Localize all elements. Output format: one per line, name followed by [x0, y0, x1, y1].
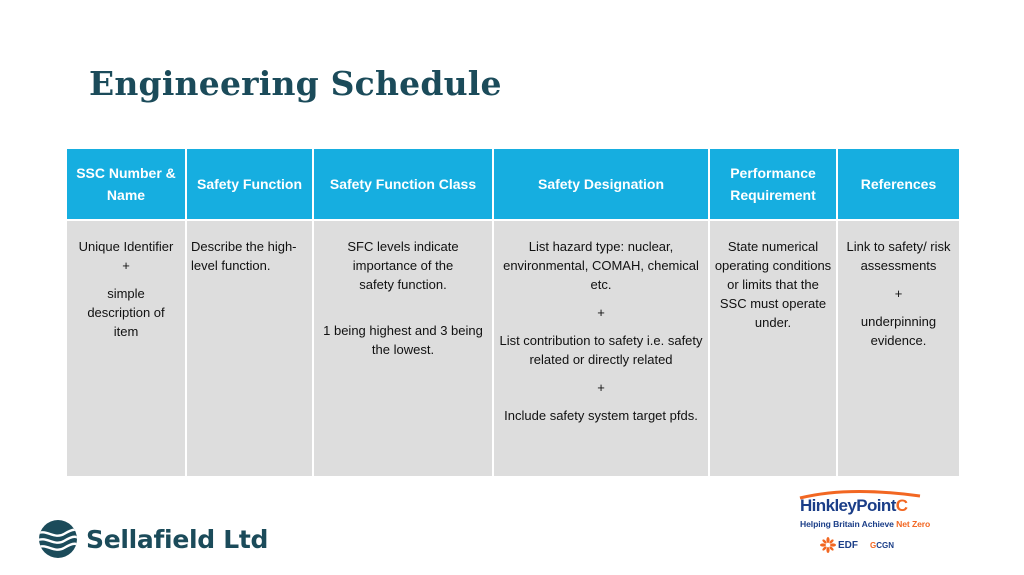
table-header-row — [66, 148, 960, 220]
references-text-2: underpinning evidence. — [860, 314, 937, 348]
hpc-name-c: C — [895, 496, 908, 515]
sfc-text-2: 1 being highest and 3 being the lowest. — [323, 323, 483, 357]
designation-text-1: List hazard type: nuclear, environmental, COMAH, chemical etc. — [503, 239, 699, 292]
sfc-text-1: SFC levels indicate importance of the safety function. — [347, 239, 459, 292]
hpc-tagline-main: Helping Britain Achieve — [800, 519, 894, 529]
header-safety-function: Safety Function — [186, 148, 313, 220]
header-safety-designation: Safety Designation — [493, 148, 709, 220]
header-performance-requirement: Performance Requirement — [709, 148, 837, 220]
hpc-name: HinkleyPoint — [800, 496, 896, 515]
ssc-plus: + — [122, 258, 130, 273]
cell-safety-designation — [493, 220, 709, 477]
cell-safety-function — [186, 220, 313, 477]
edf-name: EDF — [838, 539, 858, 551]
table-row — [66, 220, 960, 477]
cell-safety-function-class — [313, 220, 493, 477]
hpc-wordmark — [800, 496, 907, 516]
performance-text: State numerical operating conditions or limits that the SSC must operate under. — [714, 239, 832, 330]
cgn-name: CGN — [876, 540, 895, 550]
page-title: Engineering Schedule — [89, 64, 502, 103]
safety-function-text: Describe the high-level function. — [191, 239, 297, 273]
cell-ssc — [66, 220, 186, 477]
header-ssc-number-name: SSC Number & Name — [66, 148, 186, 220]
cgn-logo — [870, 541, 894, 550]
edf-flower-icon — [820, 537, 836, 553]
hinkley-point-c-logo — [798, 488, 931, 558]
designation-plus-2: + — [597, 380, 605, 395]
sellafield-wave-icon — [38, 519, 78, 559]
designation-plus-1: + — [597, 305, 605, 320]
sellafield-name: Sellafield Ltd — [86, 524, 269, 554]
references-plus: + — [894, 286, 903, 301]
hpc-tagline — [800, 519, 930, 529]
hpc-tagline-accent: Net Zero — [896, 519, 931, 529]
partner-logos — [820, 537, 894, 553]
cell-performance-requirement — [709, 220, 837, 477]
engineering-schedule-table — [65, 147, 961, 478]
designation-text-3: Include safety system target pfds. — [504, 408, 698, 423]
references-text-1: Link to safety/ risk assessments — [846, 239, 951, 273]
header-references: References — [837, 148, 960, 220]
cell-references — [837, 220, 960, 477]
sellafield-logo — [38, 519, 268, 559]
ssc-line-1: Unique Identifier — [78, 239, 174, 254]
header-safety-function-class: Safety Function Class — [313, 148, 493, 220]
cgn-mark: G — [870, 540, 877, 550]
ssc-line-2: simple description of item — [87, 286, 165, 339]
designation-text-2: List contribution to safety i.e. safety related or directly related — [499, 333, 703, 367]
